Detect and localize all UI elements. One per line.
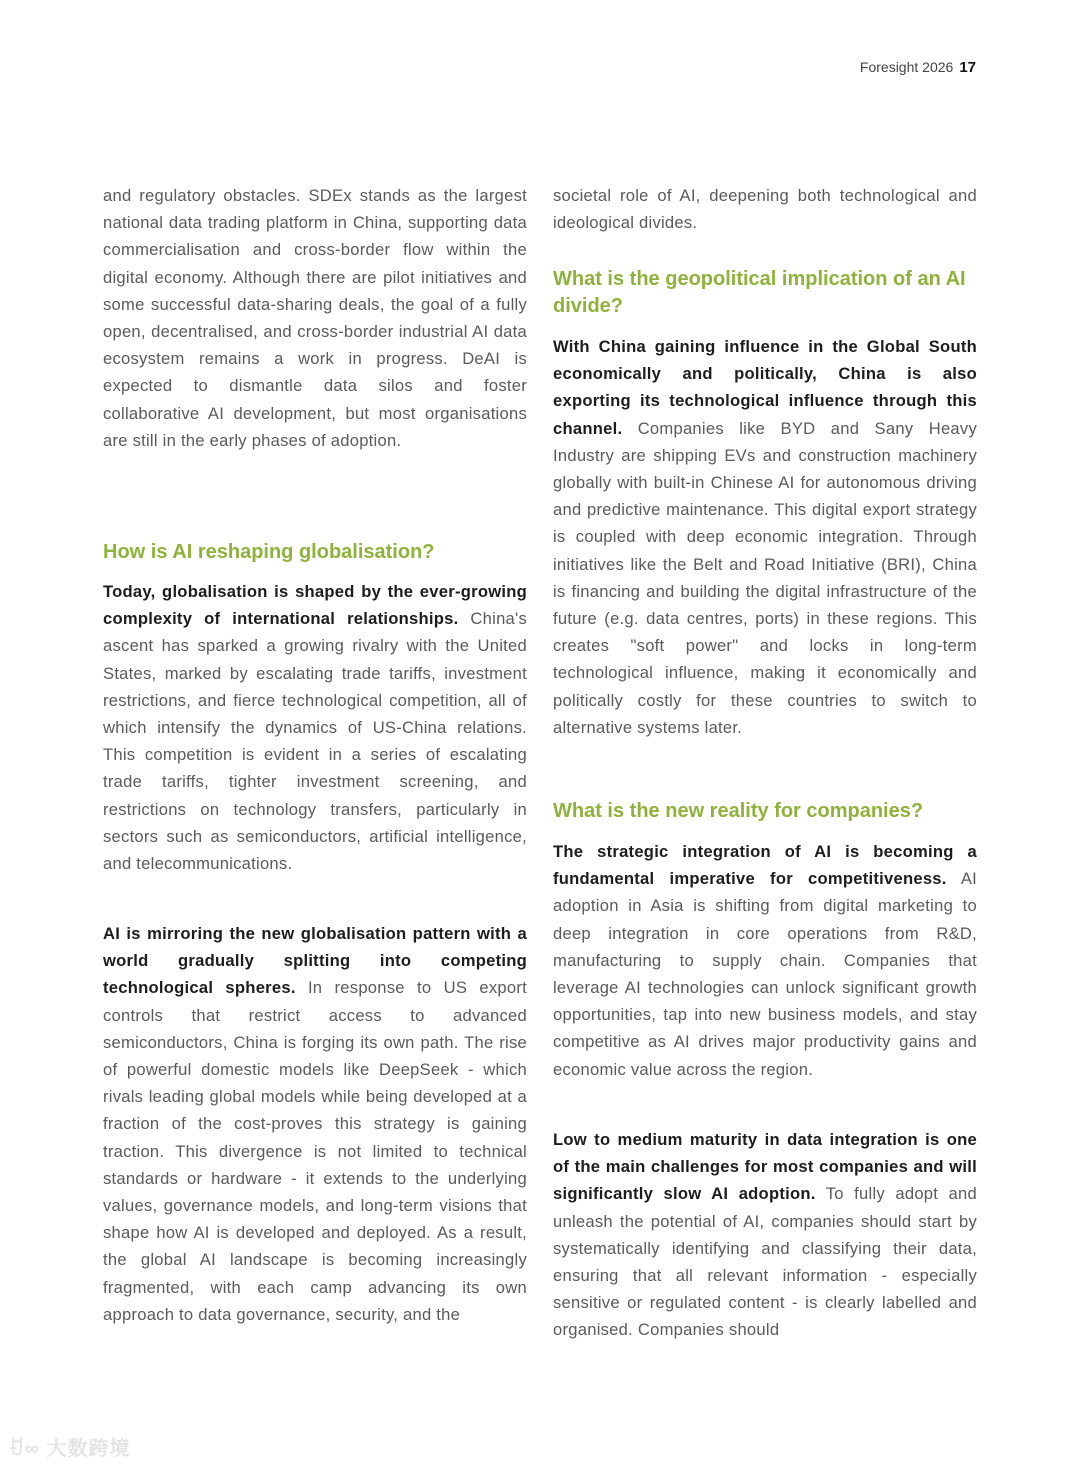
body-text: Companies like BYD and Sany Heavy Industry are shipping EVs and construction machinery globally with built-in Chinese AI for autonomous driving and predictive maintenance. This digital export strategy is coupled with deep economic integration. Through initiatives like the Belt and Road Initiative (BRI), China is financing and building the digital infrastructure of the future (e.g. data centres, ports) in these regions. This creates "soft power" and locks in long-term technological influence, making it economically and politically costly for these countries to switch to alternative systems later. [553,418,977,737]
watermark-icon: ꀀ∞ [8,1438,47,1460]
section-heading: How is AI reshaping globalisation? [103,541,435,563]
left-column-section [103,539,527,566]
lead-text: Low to medium maturity in data integration is one of the main challenges for most companies and will significantly slow AI adoption. [553,1130,977,1204]
paragraph: and regulatory obstacles. SDEx stands as the largest national data trading platform in China, supporting data commercialisation and cross-border flow within the digital economy. Although there are pilot initiatives and some successful data-sharing deals, the goal of a fully open, decentralised, and cross-border industrial AI data ecosystem remains a work in progress. DeAI is expected to dismantle data silos and foster collaborative AI development, but most organisations are still in the early phases of adoption. [103,186,527,450]
right-column-section [553,333,977,741]
right-column-section [553,838,977,1083]
section-heading: What is the new reality for companies? [553,800,924,822]
right-column-section [553,266,973,319]
page-number: 17 [959,59,976,76]
paragraph [103,920,527,1328]
paragraph [553,838,977,1083]
right-column-section [553,798,977,825]
body-text: In response to US export controls that restrict access to advanced semiconductors, China is forging its own path. The rise of powerful domestic models like DeepSeek - which rivals leading global models while being developed at a fraction of the cost-proves this strategy is gaining traction. This divergence is not limited to technical standards or hardware - it extends to the underlying values, governance models, and long-term visions that shape how AI is developed and deployed. As a result, the global AI landscape is becoming increasingly fragmented, with each camp advancing its own approach to data governance, security, and the [103,978,527,1324]
paragraph [553,333,977,741]
paragraph [103,578,527,877]
watermark-logo [8,1432,130,1461]
body-text: China's ascent has sparked a growing rivalry with the United States, marked by escalating trade tariffs, investment restrictions, and fierce technological competition, all of which intensify the dynamics of US-China relations. This competition is evident in a series of escalating trade tariffs, tighter investment screening, and restrictions on technology transfers, particularly in sectors such as semiconductors, artificial intelligence, and telecommunications. [103,609,527,874]
watermark-text: 大数跨境 [46,1438,131,1460]
left-column-section [103,578,527,877]
paragraph [553,1126,977,1344]
body-text: AI adoption in Asia is shifting from digital marketing to deep integration in core operations from R&D, manufacturing to supply chain. Companies that leverage AI technologies can unlock significant growth opportunities, tap into new business models, and stay competitive as AI drives major productivity gains and economic value across the region. [553,869,977,1079]
section-heading: What is the geopolitical implication of an AI divide? [553,268,966,317]
paragraph: societal role of AI, deepening both technological and ideological divides. [553,186,977,233]
lead-text: AI is mirroring the new globalisation pattern with a world gradually splitting into competing technological spheres. [103,924,527,998]
left-column [103,182,527,454]
lead-text: With China gaining influence in the Global South economically and politically, China is also exporting its technological influence through this channel. [553,337,977,438]
publication-title: Foresight 2026 [859,59,954,75]
right-column-section [553,1126,977,1344]
running-header [860,59,976,76]
body-text: To fully adopt and unleash the potential of AI, companies should start by systematically identifying and classifying their data, ensuring that all relevant information - especially sensitive or regulated content - is clearly labelled and organised. Companies should [553,1184,977,1340]
left-column-section [103,920,527,1328]
lead-text: The strategic integration of AI is becoming a fundamental imperative for competitiveness. [553,842,977,889]
right-column [553,182,977,236]
lead-text: Today, globalisation is shaped by the ever-growing complexity of international relationships. [103,582,527,629]
